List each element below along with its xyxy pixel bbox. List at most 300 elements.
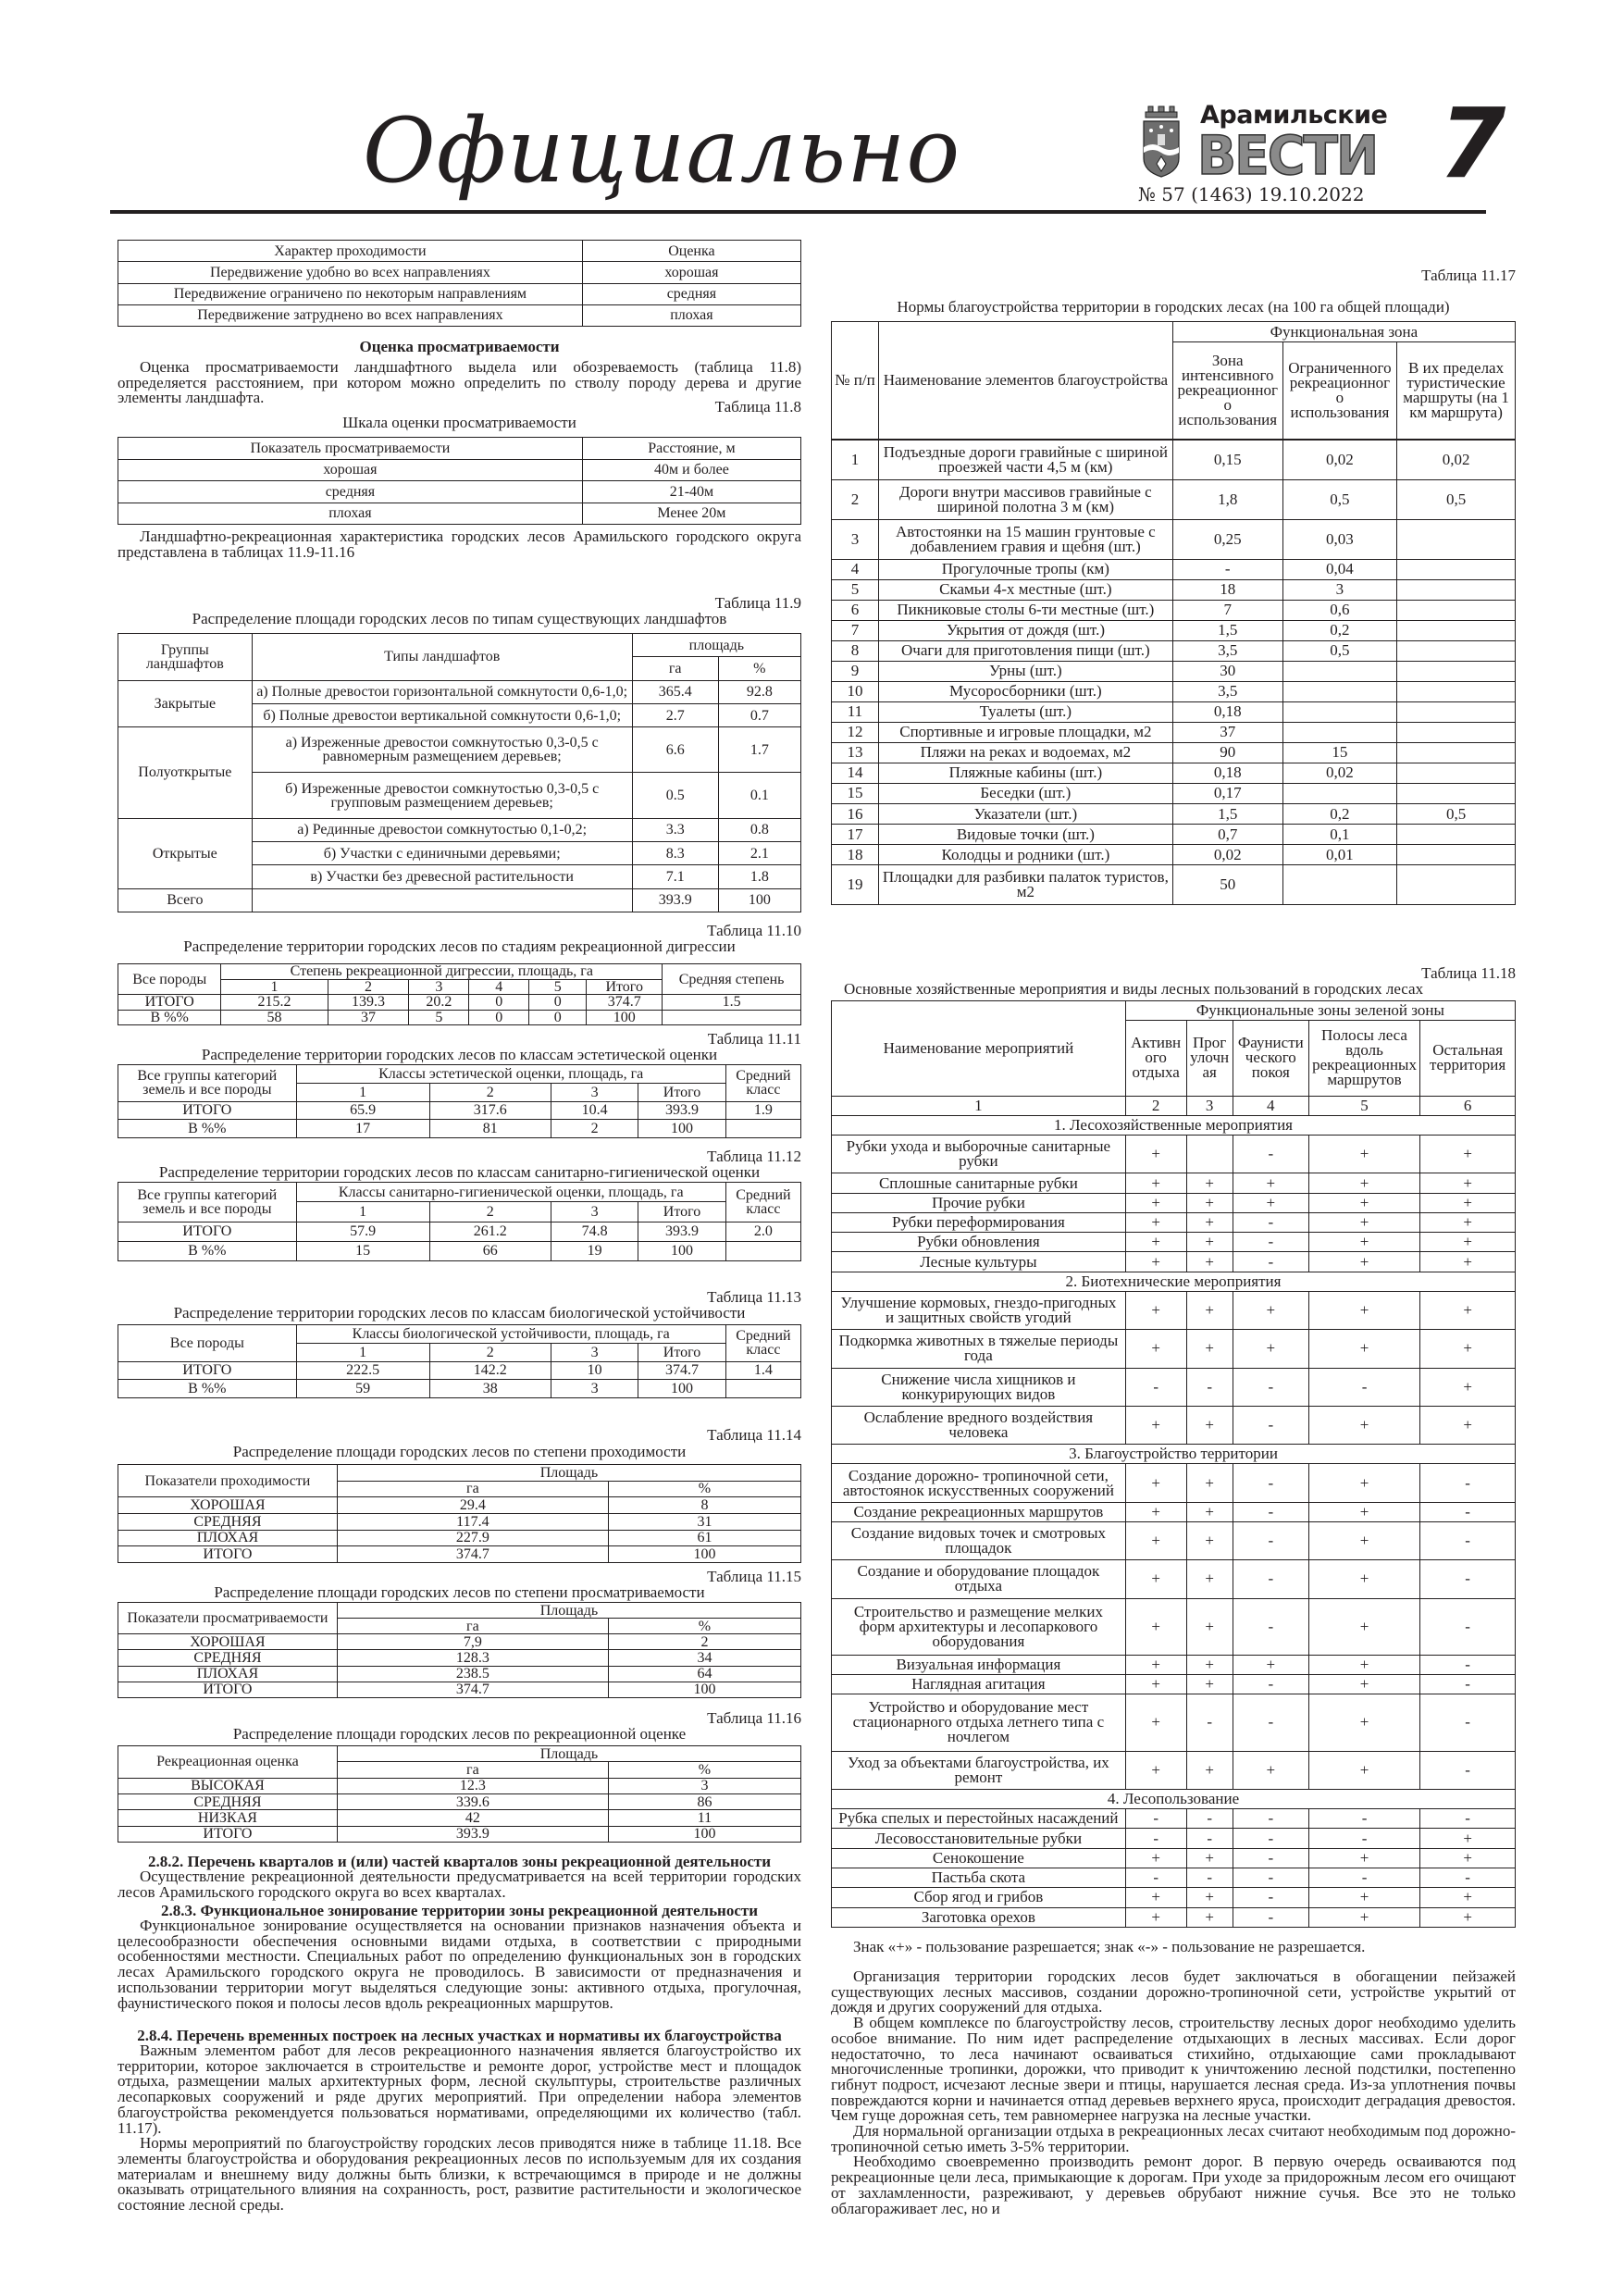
table-cell: 10.4 (551, 1101, 638, 1120)
table-cell: + (1308, 1406, 1419, 1444)
table-cell: 0,25 (1172, 519, 1282, 559)
table-label: Таблица 11.11 (707, 1030, 801, 1048)
table-row (832, 763, 1516, 783)
table-cell: 374.7 (337, 1546, 608, 1563)
table-cell: ПЛОХАЯ (118, 1666, 338, 1682)
table-cell (1397, 519, 1516, 559)
table-cell: ИТОГО (118, 1682, 338, 1697)
table-cell: б) Участки с единичными деревьями; (252, 841, 632, 864)
section-2-8-4-body (118, 2043, 801, 2214)
table-cell: + (1186, 1598, 1233, 1655)
table-cell: Передвижение затруднено во всех направлениях (118, 304, 583, 326)
table-row (832, 1888, 1516, 1907)
table-cell: Автостоянки на 15 машин грунтовые с добавлением гравия и щебня (шт.) (878, 519, 1172, 559)
table-cell: + (1125, 1406, 1186, 1444)
table-cell: Оценка (582, 241, 800, 262)
table-title: Распределение площади городских лесов по степени проходимости (232, 1443, 687, 1460)
table-cell: а) Полные древостои горизонтальной сомкнутости 0,6-1,0; (252, 680, 632, 703)
table-cell: 37 (1172, 722, 1282, 742)
table-cell: 2. Биотехнические мероприятия (832, 1272, 1516, 1291)
table-cell: 1 (832, 441, 879, 480)
table-cell: 10 (832, 681, 879, 701)
table-cell: - (1420, 1598, 1516, 1655)
data-table (118, 1602, 801, 1698)
table-cell: 6.6 (632, 727, 718, 773)
table-cell: 3 (551, 1380, 638, 1398)
data-table (118, 633, 801, 912)
paragraph-right-2: В общем комплексе по благоустройству лесов, строительству лесных дорог необходимо уделить особое внимание. По ним идет распределение отдыхающих в лесных массивах. Если дорог недостаточно, то леса начинают осваиваться стихийно, отдыхающие сами прокладывают многочисленные тропинки, дорожки, что приводит к уничтожению лесной подстилки, постепенно гибнут подрост, исчезают лесные звери и птицы, нарушается лесная среда. Из-за уплотнения почвы повреждаются корни и начинается отпад деревьев верхнего яруса, происходит деградация древостоя. Чем гуще дорожная сеть, тем равномернее нагрузка на лесные участки. (831, 2014, 1516, 2125)
table-cell: + (1125, 1694, 1186, 1751)
table-cell: 3,5 (1172, 681, 1282, 701)
table-cell: 1.9 (725, 1101, 800, 1120)
table-row (832, 845, 1516, 865)
table-t1113 (118, 1324, 801, 1398)
table-row (118, 995, 801, 1011)
table-row (118, 1465, 801, 1482)
table-row (118, 680, 801, 703)
paragraph-2-8-3: Функциональное зонирование осуществляется на основании признаков назначения объекта и целесообразности обеспечения основными видами отдыха, в соответствии с природными особенностями местности. Специальных работ по определению функциональных зон в городских лесах Арамильского городского округа не проводилось. В зависимости от предназначения и использовании территории могут выделяться следующие зоны: активного отдыха, прогулочная, фаунистического покоя и полосы лесов вдоль рекреационных маршрутов. (118, 1917, 801, 2012)
table-cell: Рубки переформирования (832, 1212, 1126, 1232)
logo-line2: ВЕСТИ (1197, 124, 1378, 187)
table-cell: 3.3 (632, 818, 718, 841)
data-table (118, 437, 801, 525)
table-cell: 0,5 (1282, 640, 1396, 661)
table-cell: + (1186, 1173, 1233, 1193)
table-cell: 0,15 (1172, 441, 1282, 480)
table-cell: 142.2 (429, 1361, 551, 1380)
paragraph-2-8-4-b: Нормы мероприятий по благоустройству городских лесов приводятся ниже в таблице 11.18. Все элементы благоустройства и оборудования рекреационных лесов по используемым для их создания материалам и внешнему виду должны быть близки, к встречающимся в природе и не должны оказывать отрицательного влияния на сохранность, рост, развитие растительности и экологическое состояние лесной среды. (118, 2134, 801, 2215)
table-cell: + (1125, 1173, 1186, 1193)
table-cell: Степень рекреационной дигрессии, площадь, га (221, 964, 663, 980)
table-cell: Все породы (118, 1325, 297, 1362)
table-cell: Зона интенсивного рекреационного использования (1172, 342, 1282, 440)
table-cell: + (1420, 1252, 1516, 1272)
table-cell: 222.5 (296, 1361, 429, 1380)
table-cell: 18 (832, 845, 879, 865)
table-label: Таблица 11.12 (707, 1148, 801, 1165)
table-cell: Колодцы и родники (шт.) (878, 845, 1172, 865)
table-cell: - (1125, 1829, 1186, 1848)
table-row (118, 1325, 801, 1344)
table-cell: 40м и более (582, 459, 800, 481)
table-cell: 61 (608, 1530, 800, 1546)
table-row (832, 1368, 1516, 1406)
table-cell: Укрытия от дождя (шт.) (878, 620, 1172, 640)
data-table (118, 1064, 801, 1138)
table-cell: + (1125, 1193, 1186, 1212)
table-cell (1397, 559, 1516, 579)
table-cell: 7 (1172, 600, 1282, 620)
table-cell: + (1420, 1907, 1516, 1928)
table-cell: ИТОГО (118, 1361, 297, 1380)
table-cell: + (1125, 1848, 1186, 1868)
table-t1118 (831, 1000, 1516, 1928)
table-cell: - (1233, 1521, 1308, 1559)
table-cell: % (608, 1481, 800, 1497)
table-cell: Улучшение кормовых, гнездо-пригодных и защитных свойств угодий (832, 1292, 1126, 1330)
table-cell: га (337, 1762, 608, 1778)
table-cell: + (1186, 1212, 1233, 1232)
issue-number: № 57 (1463) 19.10.2022 (1138, 183, 1365, 205)
table-row (118, 888, 801, 912)
table-cell: 15 (1282, 742, 1396, 763)
table-cell: 6 (1420, 1096, 1516, 1115)
table-cell: га (632, 657, 718, 680)
table-cell: 374.7 (587, 995, 663, 1011)
table-cell: ИТОГО (118, 1222, 297, 1241)
table-row (832, 519, 1516, 559)
table-cell: + (1420, 1292, 1516, 1330)
table-cell: + (1233, 1173, 1308, 1193)
table-cell: 0 (469, 995, 529, 1011)
table-label: Таблица 11.15 (707, 1568, 801, 1585)
table-row (832, 1001, 1516, 1021)
table-row (832, 1907, 1516, 1928)
table-cell: Мусоросборники (шт.) (878, 681, 1172, 701)
table-cell: - (1420, 1502, 1516, 1521)
table-title: Распределение площади городских лесов по степени просматриваемости (214, 1583, 705, 1601)
paragraph-2-8-2: Осуществление рекреационной деятельности предусматривается на всей территории городских лесов Арамильского городского округа во всех кварталах. (118, 1868, 801, 1901)
paragraph-2-8-4-a: Важным элементом работ для лесов рекреационного назначения является благоустройство их территории, которое заключается в строительстве и ремонте дорог, устройстве мест и площадок отдыха, размещении малых архитектурных форм, лесной скульптуры, строительстве различных лесопарковых сооружений и ряде других мероприятий. При определении набора элементов благоустройства рекомендуется пользоваться нормативами, определяющими их количество (табл. 11.17). (118, 2042, 801, 2137)
table-cell: + (1186, 1464, 1233, 1502)
table-cell: + (1308, 1502, 1419, 1521)
table-row (832, 1173, 1516, 1193)
table-cell: Характер проходимости (118, 241, 583, 262)
table-row (832, 1655, 1516, 1674)
table-cell: Лесовосстановительные рубки (832, 1829, 1126, 1848)
table-cell: + (1308, 1694, 1419, 1751)
table-cell: + (1125, 1502, 1186, 1521)
data-table (118, 1464, 801, 1563)
header-rule (110, 210, 1486, 214)
table-row (832, 1406, 1516, 1444)
table-cell: Видовые точки (шт.) (878, 825, 1172, 845)
table-cell (1397, 600, 1516, 620)
table-cell: 92.8 (718, 680, 800, 703)
table-cell: СРЕДНЯЯ (118, 1793, 338, 1809)
table-row (118, 1793, 801, 1809)
table-cell: Типы ландшафтов (252, 634, 632, 681)
table-cell: - (1233, 1598, 1308, 1655)
paragraph-landscape: Ландшафтно-рекреационная характеристика городских лесов Арамильского городского округа представлена в таблицах 11.9-11.16 (118, 527, 801, 561)
table-cell: 393.9 (638, 1101, 725, 1120)
table-cell: Функциональные зоны зеленой зоны (1125, 1001, 1515, 1021)
table-cell: 0,5 (1282, 480, 1396, 520)
table-cell: б) Полные древостои вертикальной сомкнутости 0,6-1,0; (252, 704, 632, 727)
table-row (832, 1868, 1516, 1887)
table-cell: 100 (638, 1241, 725, 1260)
paragraph-visibility: Оценка просматриваемости ландшафтного выдела или обозреваемость (таблица 11.8) определяется расстоянием, при котором можно определить по стволу породу дерева и другие элементы ландшафта. (118, 358, 801, 407)
table-cell: 0.1 (718, 773, 800, 818)
table-label: Таблица 11.13 (707, 1288, 801, 1306)
table-cell: Урны (шт.) (878, 661, 1172, 681)
table-cell: - (1420, 1868, 1516, 1887)
table-row (832, 1464, 1516, 1502)
table-cell: + (1125, 1521, 1186, 1559)
table-cell: + (1125, 1675, 1186, 1694)
table-title: Шкала оценки просматриваемости (342, 414, 576, 431)
table-cell: 1.5 (663, 995, 801, 1011)
table-row (832, 1272, 1516, 1291)
table-cell: 393.9 (632, 888, 718, 912)
table-cell: Создание и оборудование площадок отдыха (832, 1560, 1126, 1598)
table-cell: в) Участки без древесной растительности (252, 865, 632, 888)
table-cell (1397, 763, 1516, 783)
table-cell: + (1186, 1502, 1233, 1521)
table-cell: га (337, 1619, 608, 1634)
table-cell: - (1233, 1888, 1308, 1907)
table-row (118, 503, 801, 525)
right-body-text (831, 1969, 1516, 2216)
table-row (832, 322, 1516, 342)
table-cell: + (1186, 1193, 1233, 1212)
table-row (832, 1848, 1516, 1868)
table-cell: + (1186, 1233, 1233, 1252)
table-row (118, 1222, 801, 1241)
table-title: Распределение площади городских лесов по рекреационной оценке (232, 1725, 687, 1743)
table-row (832, 783, 1516, 803)
table-cell: 5 (529, 979, 587, 995)
table-cell: 238.5 (337, 1666, 608, 1682)
table-row (832, 1694, 1516, 1751)
table-cell: 0,18 (1172, 763, 1282, 783)
table-cell: 0,01 (1282, 845, 1396, 865)
table-row (118, 1650, 801, 1666)
table-cell: + (1308, 1233, 1419, 1252)
table-row (832, 559, 1516, 579)
table-cell: 65.9 (296, 1101, 429, 1120)
table-cell: - (1233, 1809, 1308, 1829)
table-cell (1397, 722, 1516, 742)
data-table (118, 1324, 801, 1398)
table-title: Распределение территории городских лесов по стадиям рекреационной дигрессии (183, 937, 736, 955)
table-row (118, 438, 801, 460)
table-cell: ХОРОШАЯ (118, 1497, 338, 1514)
table-cell: 317.6 (429, 1101, 551, 1120)
table-cell: + (1420, 1136, 1516, 1173)
table-cell (1282, 661, 1396, 681)
table-cell: Прочие рубки (832, 1193, 1126, 1212)
table-cell: 37 (328, 1010, 409, 1025)
table-cell: Подкормка животных в тяжелые периоды года (832, 1330, 1126, 1368)
table-cell: 2 (328, 979, 409, 995)
table-cell: Наглядная агитация (832, 1675, 1126, 1694)
table-cell: Рубка спелых и перестойных насаждений (832, 1809, 1126, 1829)
table-cell: 1.4 (725, 1361, 800, 1380)
table-cell: 0,2 (1282, 803, 1396, 824)
heading-visibility: Оценка просматриваемости (359, 338, 560, 355)
table-cell: 50 (1172, 865, 1282, 905)
table-cell (1397, 825, 1516, 845)
table-cell: Площадь (337, 1603, 800, 1619)
table-cell: 117.4 (337, 1513, 608, 1530)
table-cell: 16 (832, 803, 879, 824)
table-cell (1397, 845, 1516, 865)
table-cell: 12 (832, 722, 879, 742)
table-label: Таблица 11.8 (714, 398, 801, 416)
table-cell: 0,02 (1397, 441, 1516, 480)
table-cell: 74.8 (551, 1222, 638, 1241)
table-cell: Пастьба скота (832, 1868, 1126, 1887)
table-cell: Создание видовых точек и смотровых площадок (832, 1521, 1126, 1559)
table-cell: - (1233, 1212, 1308, 1232)
heading-2-8-3: 2.8.3. Функциональное зонирование территории зоны рекреационной деятельности (160, 1902, 759, 1919)
table-cell: ИТОГО (118, 1101, 297, 1120)
table-cell: 2 (429, 1083, 551, 1101)
table-cell: - (1233, 1907, 1308, 1928)
heading-2-8-2: 2.8.2. Перечень кварталов и (или) частей кварталов зоны рекреационной деятельности (147, 1853, 772, 1870)
table-cell: Фаунистического покоя (1233, 1021, 1308, 1096)
table-cell: 8 (832, 640, 879, 661)
table-row (832, 1233, 1516, 1252)
table-cell: 3 (551, 1343, 638, 1361)
table-cell (1397, 681, 1516, 701)
table-row (832, 1560, 1516, 1598)
table-row (832, 681, 1516, 701)
table-cell: + (1420, 1368, 1516, 1406)
table-row (832, 1829, 1516, 1848)
table-row (118, 1826, 801, 1842)
table-row (118, 1778, 801, 1793)
table-cell: + (1125, 1888, 1186, 1907)
table-cell: - (1420, 1560, 1516, 1598)
table-cell: Всего (118, 888, 253, 912)
table-cell: 393.9 (337, 1826, 608, 1842)
table-t1116 (118, 1745, 801, 1843)
table-cell: 7.1 (632, 865, 718, 888)
table-cell: 2.7 (632, 704, 718, 727)
table-cell: а) Изреженные древостои сомкнутостью 0,3-0,5 с равномерным размещением деревьев; (252, 727, 632, 773)
table-cell: 0,5 (1397, 480, 1516, 520)
table-row (832, 1809, 1516, 1829)
table-cell: - (1172, 559, 1282, 579)
table-row (118, 1120, 801, 1138)
table-cell: 8 (608, 1497, 800, 1514)
table-cell (1397, 742, 1516, 763)
table-cell: б) Изреженные древостои сомкнутостью 0,3-0,5 с групповым размещением деревьев; (252, 773, 632, 818)
table-cell: + (1420, 1848, 1516, 1868)
table-row (832, 1115, 1516, 1135)
table-cell: Расстояние, м (582, 438, 800, 460)
table-cell: 100 (587, 1010, 663, 1025)
table-cell: + (1308, 1848, 1419, 1868)
table-cell: 2 (429, 1202, 551, 1222)
table-cell: 1.8 (718, 865, 800, 888)
table-t1117 (831, 321, 1516, 905)
table-cell: + (1125, 1751, 1186, 1789)
table-cell: ИТОГО (118, 1546, 338, 1563)
table-cell: 0,02 (1172, 845, 1282, 865)
table-cell: + (1125, 1560, 1186, 1598)
table-cell: Ограниченного рекреационного использования (1282, 342, 1396, 440)
table-row (832, 1445, 1516, 1464)
table-cell: % (718, 657, 800, 680)
table-cell: Все породы (118, 964, 221, 995)
table-cell: - (1308, 1829, 1419, 1848)
table-cell: 0,2 (1282, 620, 1396, 640)
table-row (118, 964, 801, 980)
table-row (832, 640, 1516, 661)
table-row (118, 1666, 801, 1682)
table-cell: 128.3 (337, 1650, 608, 1666)
table-cell: 4 (1233, 1096, 1308, 1115)
table-cell: + (1186, 1751, 1233, 1789)
table-cell (1397, 640, 1516, 661)
table-cell: Уход за объектами благоустройства, их ремонт (832, 1751, 1126, 1789)
data-table (118, 240, 801, 327)
table-cell: + (1233, 1655, 1308, 1674)
table-cell: + (1125, 1464, 1186, 1502)
table-cell: 0 (469, 1010, 529, 1025)
table-cell: - (1186, 1368, 1233, 1406)
table-cell: 59 (296, 1380, 429, 1398)
table-row (832, 1675, 1516, 1694)
table-cell: 1 (296, 1202, 429, 1222)
table-label: Таблица 11.18 (1421, 964, 1516, 982)
table-row (832, 579, 1516, 600)
table-cell: 1,5 (1172, 803, 1282, 824)
table-cell: В %% (118, 1241, 297, 1260)
table-cell (252, 888, 632, 912)
table-t1112 (118, 1182, 801, 1261)
table-cell: - (1186, 1809, 1233, 1829)
table-cell: Полосы леса вдоль рекреационных маршрутов (1308, 1021, 1419, 1096)
table-cell: + (1308, 1521, 1419, 1559)
table-row (832, 1789, 1516, 1808)
table-cell (1282, 722, 1396, 742)
table-cell: - (1308, 1868, 1419, 1887)
table-cell: 42 (337, 1810, 608, 1826)
table-cell: + (1308, 1136, 1419, 1173)
table-cell: Средний класс (725, 1183, 800, 1222)
table-cell: Итого (638, 1343, 725, 1361)
table-cell: 9 (832, 661, 879, 681)
table-cell: - (1420, 1751, 1516, 1789)
table-cell: Пляжные кабины (шт.) (878, 763, 1172, 783)
table-cell: % (608, 1619, 800, 1634)
table-cell: 139.3 (328, 995, 409, 1011)
table-row (832, 1096, 1516, 1115)
table-cell: Полуоткрытые (118, 727, 253, 818)
table-cell: 7 (832, 620, 879, 640)
table-cell: 31 (608, 1513, 800, 1530)
table-cell: ИТОГО (118, 995, 221, 1011)
page-number: 7 (1439, 87, 1506, 200)
table-cell: 3 (409, 979, 469, 995)
table-row (832, 701, 1516, 722)
table-label: Таблица 11.9 (714, 594, 801, 612)
table-row (118, 1810, 801, 1826)
table-cell (1282, 701, 1396, 722)
table-cell: 57.9 (296, 1222, 429, 1241)
table-row (832, 620, 1516, 640)
table-cell: + (1125, 1136, 1186, 1173)
table-cell: 3 (551, 1083, 638, 1101)
table-cell: 0,03 (1282, 519, 1396, 559)
table-cell: - (1186, 1694, 1233, 1751)
table-cell: Дороги внутри массивов гравийные с шириной полотна 3 м (км) (878, 480, 1172, 520)
table-row (832, 742, 1516, 763)
table-cell: 0.7 (718, 704, 800, 727)
table-cell: 15 (296, 1241, 429, 1260)
table-cell: Остальная территория (1420, 1021, 1516, 1096)
table-cell: - (1233, 1252, 1308, 1272)
table-cell: 8.3 (632, 841, 718, 864)
data-table (118, 963, 801, 1025)
table-cell: 20.2 (409, 995, 469, 1011)
table-cell: 374.7 (638, 1361, 725, 1380)
table-cell: плохая (118, 503, 583, 525)
